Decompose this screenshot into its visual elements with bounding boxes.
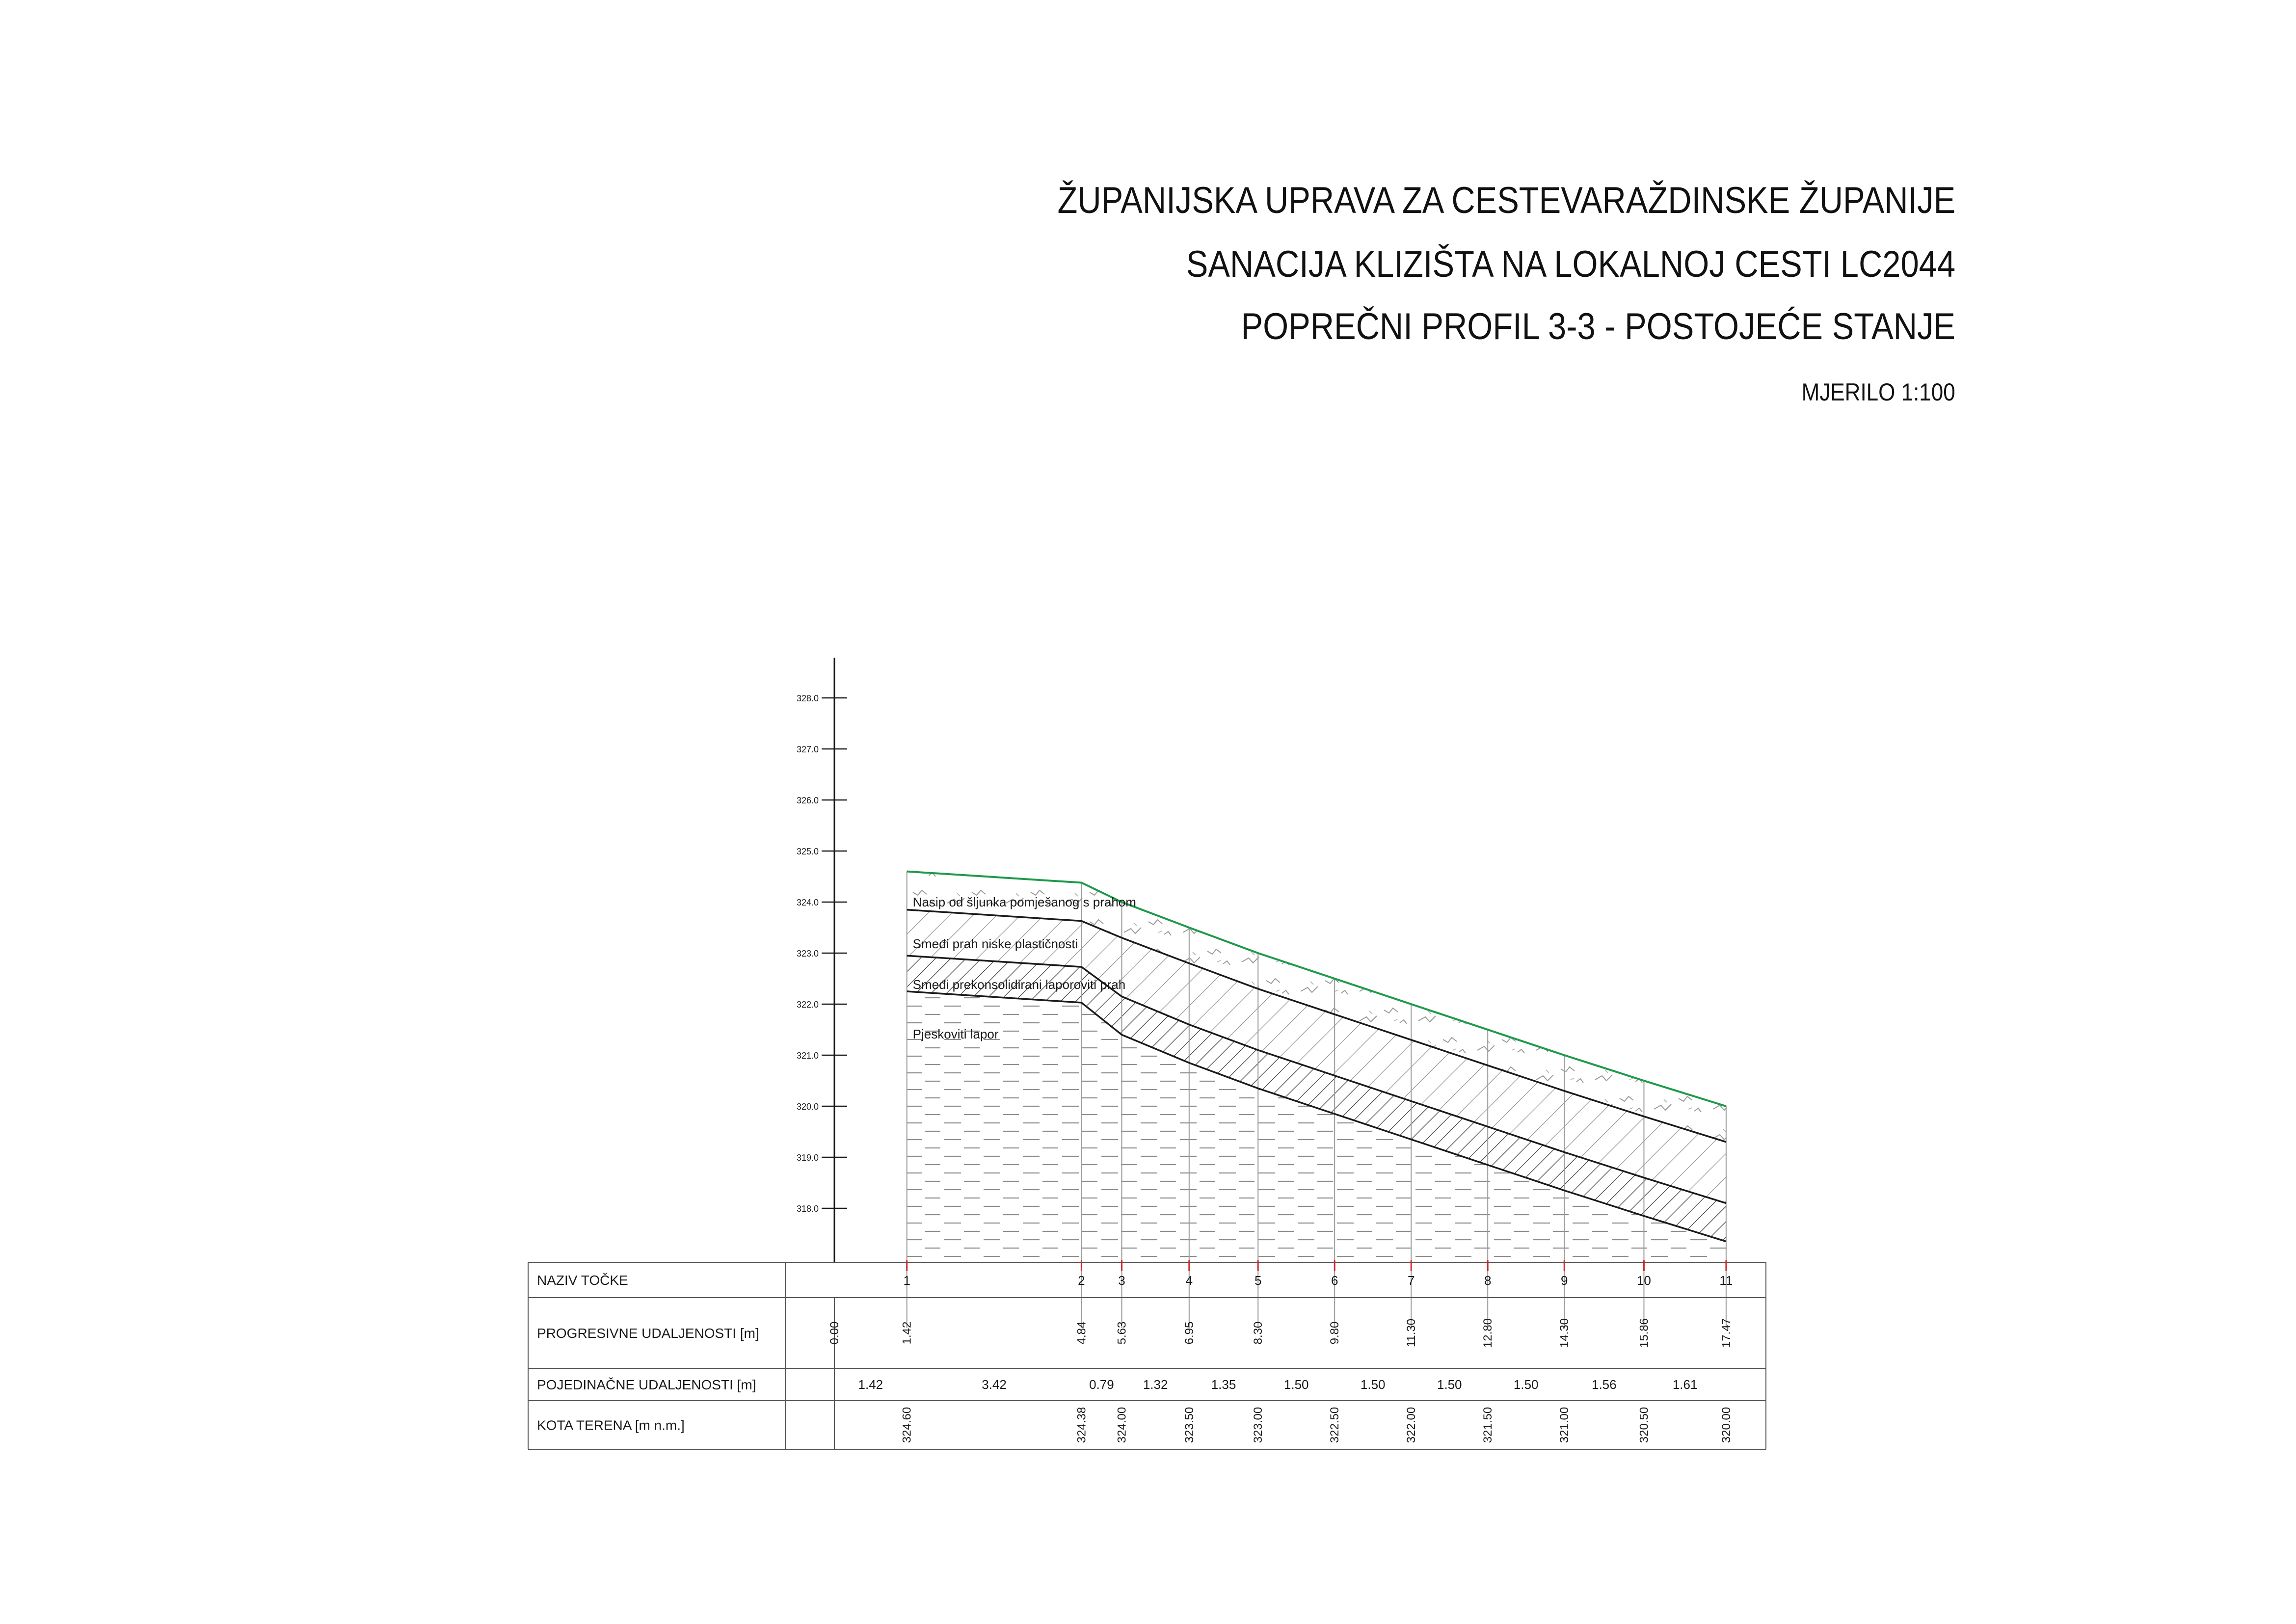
layer-label-2: Smeđi prah niske plastičnosti — [912, 936, 1078, 951]
single-distance-value: 1.50 — [1437, 1377, 1462, 1392]
elevation-tick-label: 320.0 — [796, 1102, 819, 1112]
progressive-value: 9.80 — [1328, 1321, 1342, 1345]
single-distance-value: 1.35 — [1211, 1377, 1236, 1392]
layer-label-3: Smeđi prekonsolidirani laporoviti prah — [912, 977, 1126, 992]
elevation-tick-label: 328.0 — [796, 693, 819, 703]
elevation-value: 322.50 — [1328, 1407, 1342, 1443]
layer-label-4: Pjeskoviti lapor — [912, 1027, 999, 1041]
table-row-label: PROGRESIVNE UDALJENOSTI [m] — [537, 1326, 759, 1341]
progressive-value: 6.95 — [1182, 1321, 1196, 1345]
progressive-value: 14.30 — [1558, 1318, 1572, 1348]
progressive-value: 5.63 — [1115, 1321, 1129, 1345]
elevation-value: 324.38 — [1075, 1407, 1089, 1443]
point-name: 4 — [1185, 1273, 1193, 1288]
table-row-label: NAZIV TOČKE — [537, 1273, 628, 1288]
table-row-label: KOTA TERENA [m n.m.] — [537, 1417, 685, 1433]
title-line-1: ŽUPANIJSKA UPRAVA ZA CESTEVARAŽDINSKE ŽUPANIJE — [1057, 180, 1955, 221]
elevation-value: 320.50 — [1637, 1407, 1651, 1443]
point-name: 10 — [1636, 1273, 1651, 1288]
progressive-value: 8.30 — [1252, 1321, 1265, 1345]
single-distance-value: 0.79 — [1089, 1377, 1114, 1392]
title-line-3: POPREČNI PROFIL 3-3 - POSTOJEĆE STANJE — [1241, 306, 1955, 347]
progressive-value: 1.42 — [900, 1321, 914, 1345]
elevation-tick-label: 323.0 — [796, 949, 819, 958]
point-name: 2 — [1078, 1273, 1085, 1288]
single-distance-value: 1.42 — [858, 1377, 883, 1392]
elevation-tick-label: 325.0 — [796, 847, 819, 856]
elevation-tick-label: 321.0 — [796, 1051, 819, 1061]
scale-label: MJERILO 1:100 — [1801, 378, 1955, 406]
elevation-tick-label: 324.0 — [796, 898, 819, 907]
point-name: 6 — [1331, 1273, 1338, 1288]
title-line-2: SANACIJA KLIZIŠTA NA LOKALNOJ CESTI LC2044 — [1186, 243, 1955, 285]
single-distance-value: 1.50 — [1513, 1377, 1539, 1392]
single-distance-value: 1.61 — [1672, 1377, 1698, 1392]
point-name: 1 — [903, 1273, 910, 1288]
elevation-value: 323.00 — [1252, 1407, 1265, 1443]
single-distance-value: 3.42 — [982, 1377, 1007, 1392]
point-name: 7 — [1407, 1273, 1415, 1288]
single-distance-value: 1.32 — [1143, 1377, 1168, 1392]
elevation-value: 322.00 — [1405, 1407, 1418, 1443]
point-name: 5 — [1254, 1273, 1262, 1288]
elevation-tick-label: 327.0 — [796, 745, 819, 754]
point-name: 8 — [1484, 1273, 1492, 1288]
progressive-value: 0.00 — [828, 1321, 841, 1345]
progressive-value: 15.86 — [1637, 1318, 1651, 1348]
elevation-value: 321.50 — [1481, 1407, 1495, 1443]
elevation-tick-label: 318.0 — [796, 1204, 819, 1214]
elevation-tick-label: 322.0 — [796, 1000, 819, 1010]
single-distance-value: 1.50 — [1360, 1377, 1386, 1392]
layer-label-1: Nasip od šljunka pomješanog s prahom — [912, 894, 1136, 909]
progressive-value: 12.80 — [1481, 1318, 1495, 1348]
single-distance-value: 1.56 — [1592, 1377, 1617, 1392]
elevation-value: 323.50 — [1182, 1407, 1196, 1443]
point-name: 11 — [1719, 1273, 1733, 1288]
progressive-value: 11.30 — [1405, 1318, 1418, 1348]
elevation-value: 324.00 — [1115, 1407, 1129, 1443]
elevation-tick-label: 319.0 — [796, 1153, 819, 1163]
elevation-tick-label: 326.0 — [796, 796, 819, 805]
point-name: 9 — [1560, 1273, 1568, 1288]
elevation-value: 324.60 — [900, 1407, 914, 1443]
progressive-value: 4.84 — [1075, 1321, 1089, 1345]
single-distance-value: 1.50 — [1283, 1377, 1309, 1392]
table-row-label: POJEDINAČNE UDALJENOSTI [m] — [537, 1377, 756, 1392]
progressive-value: 17.47 — [1719, 1318, 1733, 1348]
elevation-value: 321.00 — [1558, 1407, 1572, 1443]
elevation-value: 320.00 — [1719, 1407, 1733, 1443]
point-name: 3 — [1118, 1273, 1125, 1288]
